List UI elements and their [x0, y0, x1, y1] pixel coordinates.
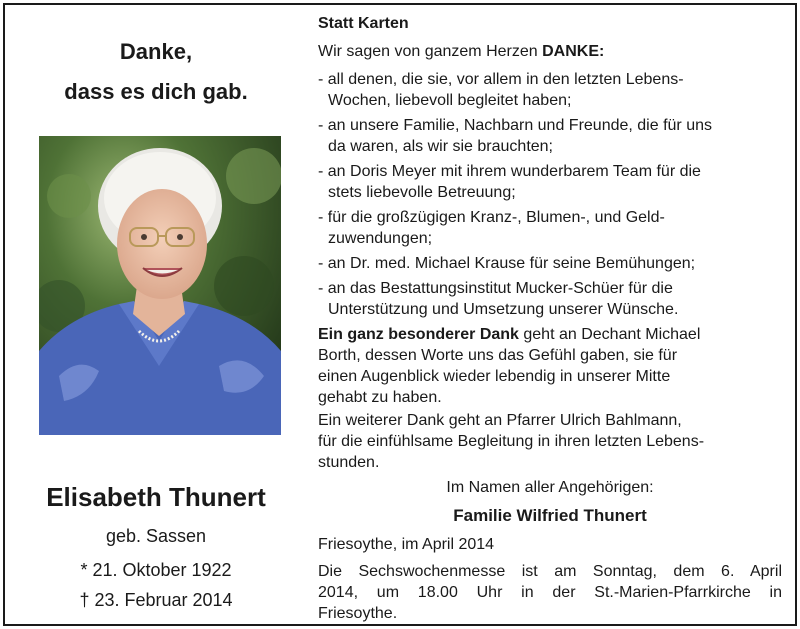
- thanks-item-line: - an Dr. med. Michael Krause für seine Bemühungen;: [318, 255, 696, 272]
- obituary-card: [3, 3, 797, 626]
- thanks-intro-bold: DANKE:: [542, 43, 605, 60]
- death-date: † 23. Februar 2014: [79, 590, 233, 610]
- thanks-item-line: Wochen, liebevoll begleitet haben;: [328, 92, 572, 109]
- further-thanks-line: Ein weiterer Dank geht an Pfarrer Ulrich Bahlmann,: [318, 412, 682, 429]
- mass-info-line: Die Sechswochenmesse ist am Sonntag, dem 6. April: [318, 563, 782, 580]
- deceased-name: Elisabeth Thunert: [46, 482, 266, 512]
- further-thanks-line: für die einfühlsame Begleitung in ihren letzten Lebens-: [318, 433, 705, 450]
- portrait-photo: [39, 136, 281, 435]
- right-column: [310, 5, 790, 624]
- thanks-intro: [318, 42, 604, 61]
- thanks-item-line: da waren, als wir sie brauchten;: [328, 138, 553, 155]
- thanks-item-line: - an das Bestattungsinstitut Mucker-Schüer für die: [318, 280, 673, 297]
- thanks-item-line: - an unsere Familie, Nachbarn und Freunde, die für uns: [318, 117, 712, 134]
- thanks-item-line: Unterstützung und Umsetzung unserer Wünsche.: [328, 301, 679, 318]
- heading-statt-karten: Statt Karten: [318, 15, 409, 32]
- thanks-item-line: - an Doris Meyer mit ihrem wunderbarem Team für die: [318, 163, 701, 180]
- motto-line-2: dass es dich gab.: [64, 79, 248, 104]
- birth-date: * 21. Oktober 1922: [80, 560, 232, 580]
- on-behalf-line: Im Namen aller Angehörigen:: [446, 479, 654, 496]
- thanks-item-line: - für die großzügigen Kranz-, Blumen-, und Geld-: [318, 209, 665, 226]
- special-thanks-line: einen Augenblick wieder lebendig in unserer Mitte: [318, 368, 671, 385]
- special-thanks-line: Borth, dessen Worte uns das Gefühl gaben, sie für: [318, 347, 678, 364]
- portrait-illustration: [39, 136, 281, 435]
- thanks-item-line: - all denen, die sie, vor allem in den letzten Lebens-: [318, 71, 684, 88]
- thanks-item-line: stets liebevolle Betreuung;: [328, 184, 516, 201]
- motto-line-1: Danke,: [119, 39, 193, 64]
- special-thanks-line: gehabt zu haben.: [318, 389, 442, 406]
- further-thanks-line: stunden.: [318, 454, 380, 471]
- special-thanks-text: geht an Dechant Michael: [518, 326, 701, 343]
- family-signature: Familie Wilfried Thunert: [453, 506, 647, 525]
- mass-info-line: Friesoythe.: [318, 605, 398, 622]
- place-date: Friesoythe, im April 2014: [318, 536, 495, 553]
- left-column: [5, 5, 307, 624]
- mass-info-line: 2014, um 18.00 Uhr in der St.-Marien-Pfarrkirche in: [318, 584, 782, 601]
- special-thanks-line: [318, 325, 700, 344]
- birth-name: geb. Sassen: [105, 526, 207, 546]
- thanks-intro-text: Wir sagen von ganzem Herzen: [318, 43, 543, 60]
- thanks-item-line: zuwendungen;: [328, 230, 433, 247]
- special-thanks-bold: Ein ganz besonderer Dank: [318, 326, 519, 343]
